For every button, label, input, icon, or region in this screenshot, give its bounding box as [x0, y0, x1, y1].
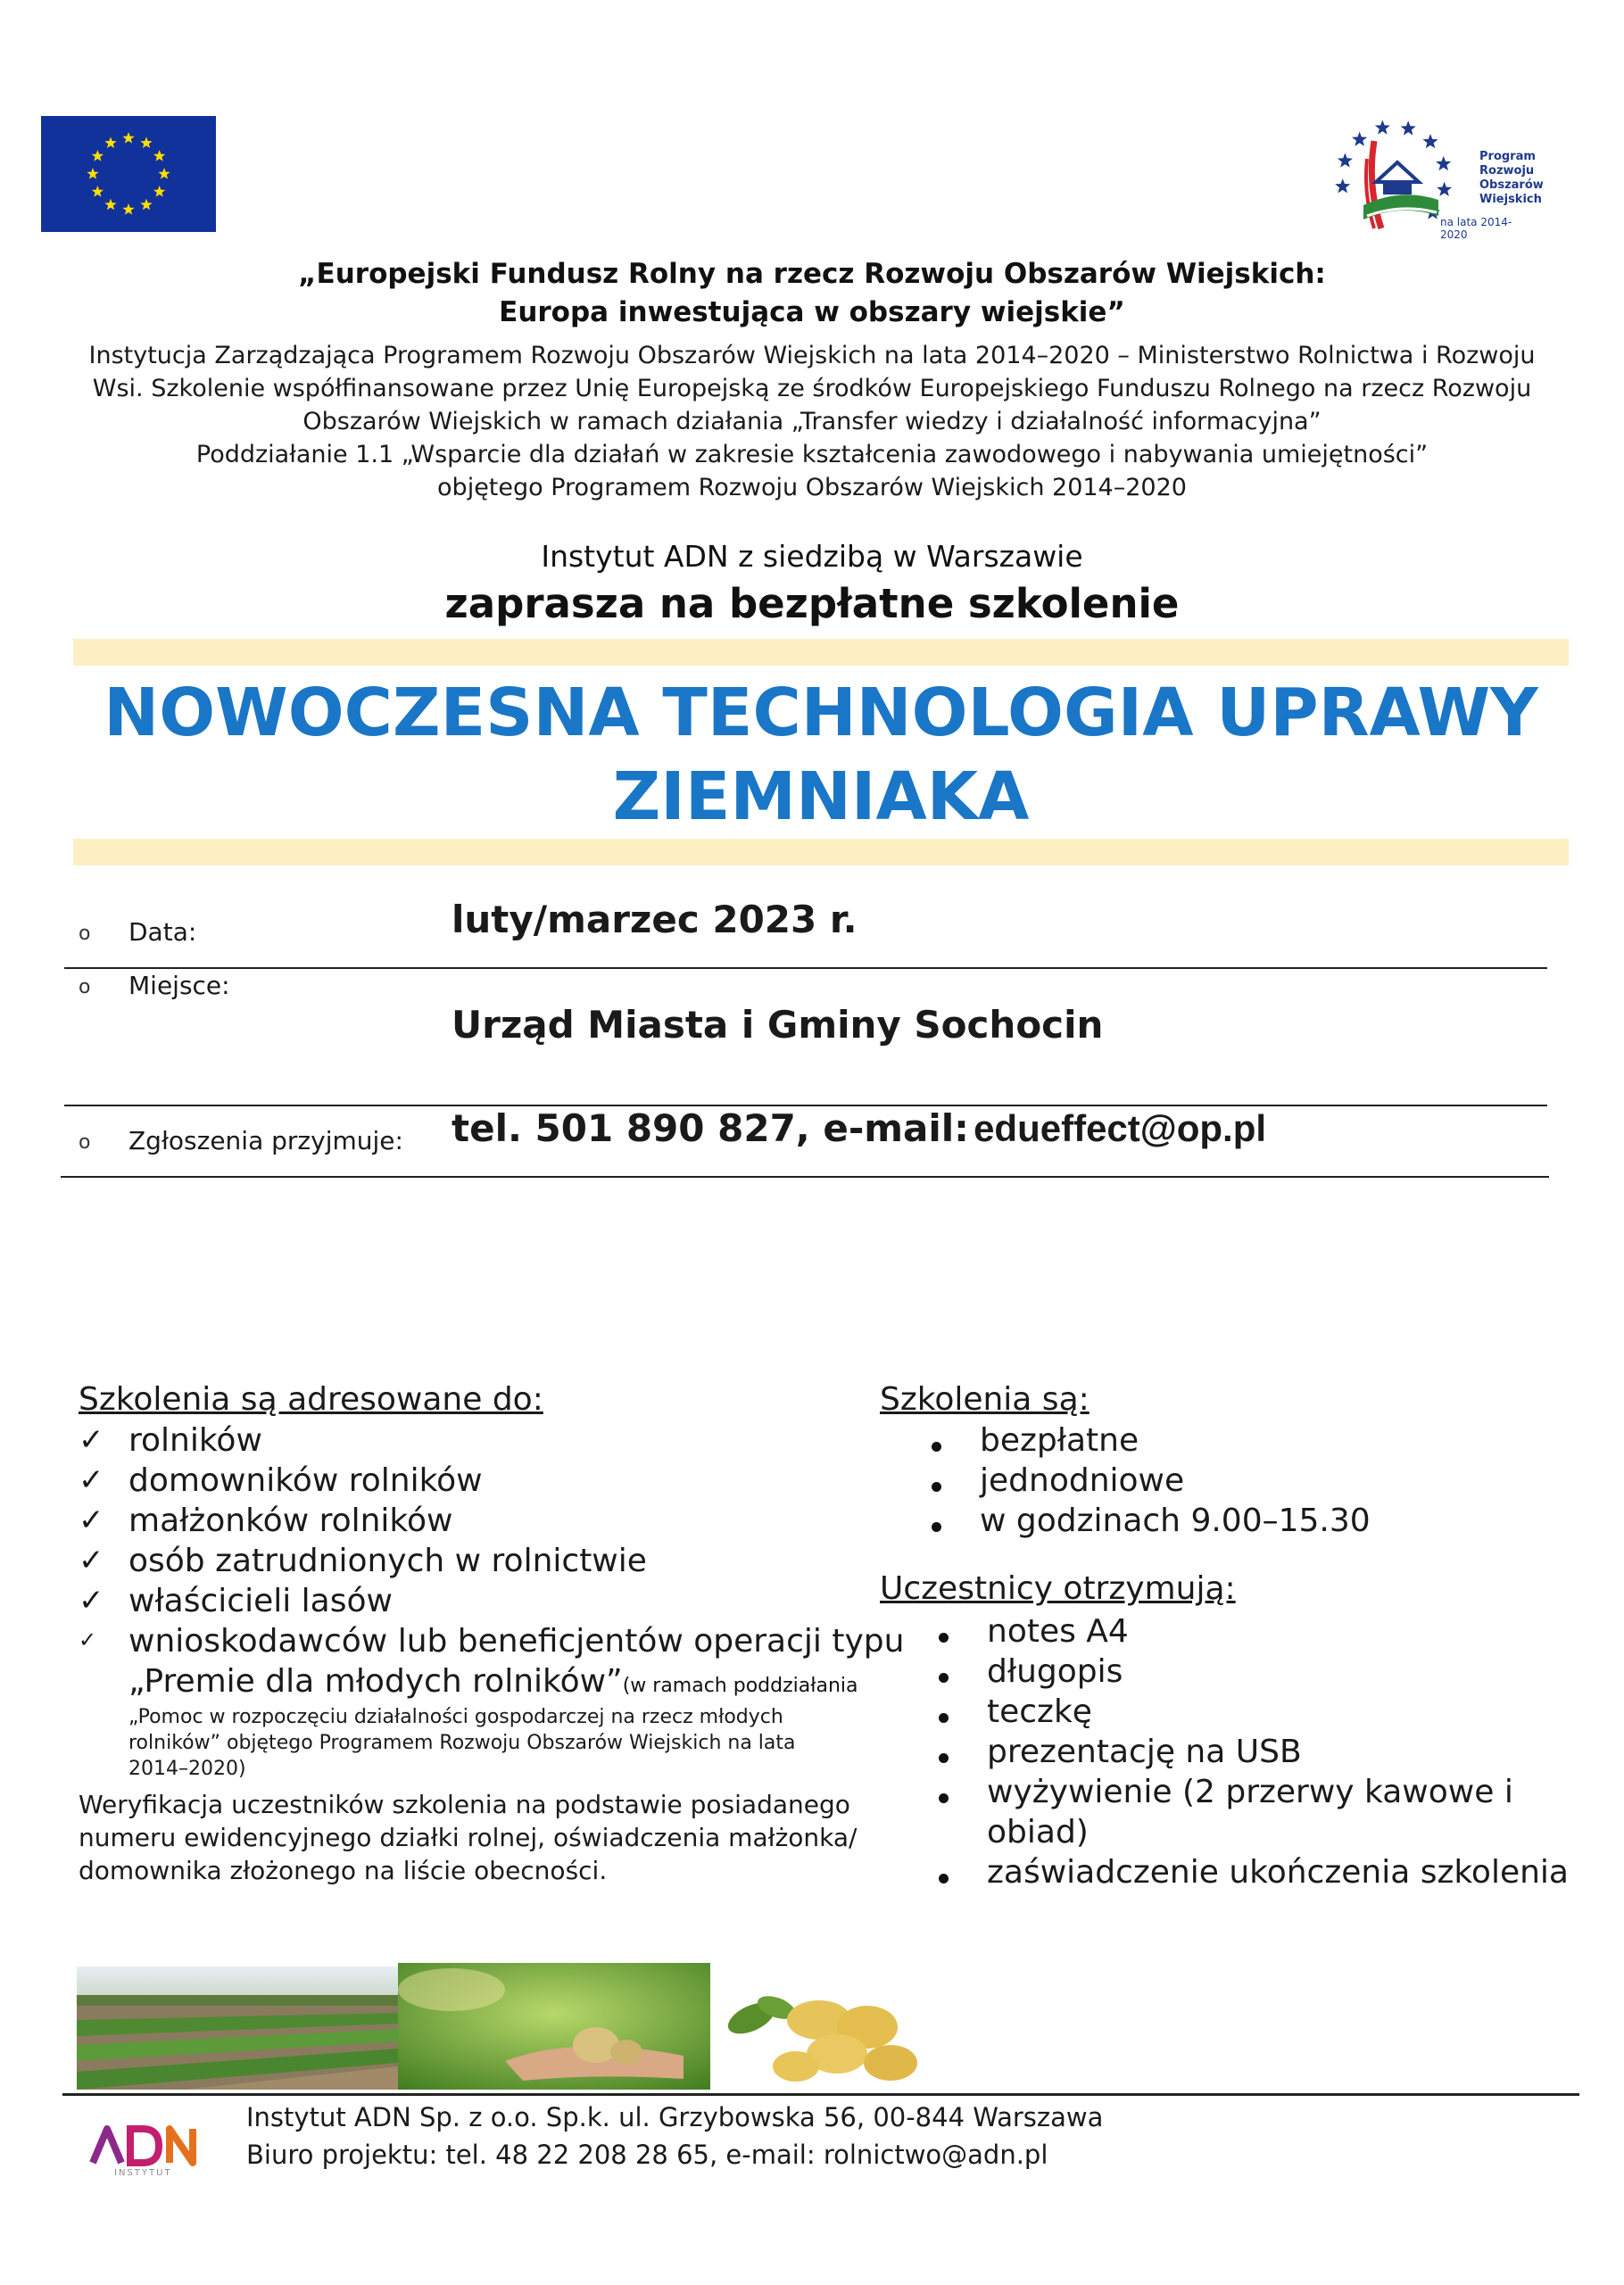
premie-text: „Premie dla młodych rolników”: [128, 1663, 623, 1700]
intro-line: objętego Programem Rozwoju Obszarów Wiejskich 2014–2020: [437, 474, 1187, 501]
premie-note-line: 2014–2020): [128, 1758, 246, 1780]
verification-line: Weryfikacja uczestników szkolenia na podstawie posiadanego: [79, 1790, 850, 1819]
eu-star-icon: [140, 199, 152, 211]
title-band-top: [73, 639, 1569, 666]
prow-text-line: Obszarów: [1479, 178, 1544, 192]
date-value: luty/marzec 2023 r.: [452, 898, 858, 941]
bullet-dot-icon: [939, 1793, 949, 1803]
premie-note-line: „Pomoc w rozpoczęciu działalności gospodarczej na rzecz młodych: [128, 1706, 783, 1728]
course-title-line: NOWOCZESNA TECHNOLOGIA UPRAWY: [104, 675, 1538, 751]
eu-star-icon: [153, 150, 165, 161]
audience-item: małżonków rolników: [128, 1503, 453, 1539]
benefit-item: wyżywienie (2 przerwy kawowe i: [987, 1774, 1513, 1810]
benefit-item-continued: obiad): [987, 1814, 1089, 1850]
feature-item: bezpłatne: [980, 1422, 1139, 1459]
divider: [61, 1176, 1549, 1178]
adn-logo-icon: [89, 2122, 214, 2182]
benefit-item: teczkę: [987, 1693, 1092, 1730]
bullet-dot-icon: [939, 1673, 949, 1683]
potato-field-photo: [77, 1966, 398, 2090]
eu-flag-icon: [41, 116, 216, 232]
bullet-dot-icon: [932, 1482, 941, 1492]
eu-star-icon: [104, 137, 116, 148]
prow-text-line: Program: [1479, 150, 1536, 163]
contact-value: [452, 1106, 1266, 1150]
fund-title: [0, 255, 1624, 332]
contact-label: Zgłoszenia przyjmuje:: [128, 1126, 403, 1155]
audience-item: domowników rolników: [128, 1462, 483, 1499]
verification-line: numeru ewidencyjnego działki rolnej, oświadczenia małżonka/: [79, 1823, 858, 1852]
feature-item: jednodniowe: [980, 1462, 1185, 1499]
divider: [64, 967, 1547, 969]
organizer: Instytut ADN z siedzibą w Warszawie: [541, 539, 1083, 574]
intro-line: Obszarów Wiejskich w ramach działania „Transfer wiedzy i działalność informacyjna”: [302, 408, 1322, 435]
fund-title-line: Europa inwestująca w obszary wiejskie”: [499, 296, 1125, 328]
audience-item: wnioskodawców lub beneficjentów operacji typu: [128, 1623, 905, 1660]
bullet-dot-icon: [939, 1753, 949, 1763]
contact-email-link[interactable]: edueffect@op.pl: [974, 1107, 1267, 1149]
check-icon: ✓: [79, 1543, 104, 1578]
contact-phone: tel. 501 890 827, e-mail:: [452, 1106, 969, 1150]
premie-line: [128, 1663, 858, 1700]
prow-star-icon: [1437, 182, 1452, 196]
potatoes-image: [725, 1981, 948, 2088]
audience-item: rolników: [128, 1422, 262, 1459]
footer-office: Biuro projektu: tel. 48 22 208 28 65, e-mail: rolnictwo@adn.pl: [246, 2140, 1048, 2170]
prow-star-icon: [1352, 131, 1367, 145]
premie-note-line: rolników” objętego Programem Rozwoju Obszarów Wiejskich na lata: [128, 1732, 796, 1754]
benefit-item: zaświadczenie ukończenia szkolenia: [987, 1854, 1569, 1891]
place-label: Miejsce:: [128, 971, 230, 1000]
premie-note-block: [128, 1704, 796, 1782]
prow-subtitle: na lata 2014-2020: [1440, 216, 1512, 241]
prow-logo-icon: [1312, 105, 1544, 241]
benefit-item: długopis: [987, 1653, 1123, 1690]
audience-heading: Szkolenia są adresowane do:: [79, 1381, 543, 1418]
invite-text: zaprasza na bezpłatne szkolenie: [444, 580, 1180, 627]
prow-star-icon: [1422, 134, 1438, 148]
eu-star-icon: [104, 199, 116, 211]
prow-text-line: Wiejskich: [1479, 193, 1542, 206]
verification-line: domownika złożonego na liście obecności.: [79, 1856, 608, 1885]
features-heading: Szkolenia są:: [880, 1381, 1090, 1418]
intro-line: Poddziałanie 1.1 „Wsparcie dla działań w zakresie kształcenia zawodowego i nabywania umiejętności”: [195, 441, 1429, 468]
feature-item: w godzinach 9.00–15.30: [980, 1503, 1371, 1539]
eu-star-icon: [122, 132, 134, 144]
prow-text-line: Rozwoju: [1479, 164, 1535, 178]
audience-item: właścicieli lasów: [128, 1583, 393, 1619]
detail-bullet: o: [79, 923, 91, 945]
eu-star-icon: [140, 137, 152, 148]
detail-bullet: o: [79, 976, 91, 998]
eu-star-icon: [92, 150, 104, 161]
date-label: Data:: [128, 917, 197, 947]
benefits-heading: Uczestnicy otrzymują:: [880, 1570, 1236, 1607]
check-icon: ✓: [79, 1583, 104, 1619]
bullet-dot-icon: [939, 1713, 949, 1723]
bullet-dot-icon: [932, 1442, 941, 1452]
check-icon: ✓: [79, 1503, 104, 1538]
footer-divider: [62, 2093, 1579, 2096]
detail-bullet: o: [79, 1131, 91, 1154]
eu-star-icon: [122, 203, 134, 215]
audience-item: osób zatrudnionych w rolnictwie: [128, 1543, 647, 1579]
verification-text: [79, 1788, 857, 1887]
prow-star-icon: [1338, 153, 1353, 167]
benefit-item: notes A4: [987, 1613, 1129, 1650]
course-title: [73, 671, 1569, 839]
intro-line: Instytucja Zarządzająca Programem Rozwoju Obszarów Wiejskich na lata 2014–2020 – Ministerstwo Rolnictwa i Rozwoju: [88, 342, 1536, 369]
bullet-dot-icon: [932, 1522, 941, 1532]
course-title-line: ZIEMNIAKA: [612, 758, 1030, 835]
benefit-item: prezentację na USB: [987, 1734, 1302, 1770]
premie-note: (w ramach poddziałania: [622, 1675, 858, 1697]
adn-logo-sub: INSTYTUT: [114, 2168, 172, 2178]
intro-line: Wsi. Szkolenie współfinansowane przez Unię Europejską ze środków Europejskiego Funduszu Rolnego na rzecz Rozwoju: [92, 375, 1532, 402]
check-icon: ✓: [79, 1627, 97, 1652]
footer-address: Instytut ADN Sp. z o.o. Sp.k. ul. Grzybowska 56, 00-844 Warszawa: [246, 2102, 1104, 2132]
check-icon: ✓: [79, 1422, 104, 1458]
hands-with-potatoes-photo: [398, 1963, 710, 2090]
prow-star-icon: [1401, 120, 1416, 135]
bullet-dot-icon: [939, 1874, 949, 1883]
bullet-dot-icon: [939, 1633, 949, 1643]
prow-star-icon: [1335, 178, 1350, 193]
intro-paragraph: [0, 339, 1624, 504]
check-icon: ✓: [79, 1462, 104, 1498]
place-value: Urząd Miasta i Gminy Sochocin: [452, 1003, 1104, 1047]
eu-star-icon: [87, 168, 98, 179]
eu-star-icon: [158, 168, 170, 179]
eu-star-icon: [153, 186, 165, 197]
fund-title-line: „Europejski Fundusz Rolny na rzecz Rozwoju Obszarów Wiejskich:: [298, 258, 1326, 290]
title-band-bottom: [73, 839, 1569, 865]
eu-star-icon: [92, 186, 104, 197]
